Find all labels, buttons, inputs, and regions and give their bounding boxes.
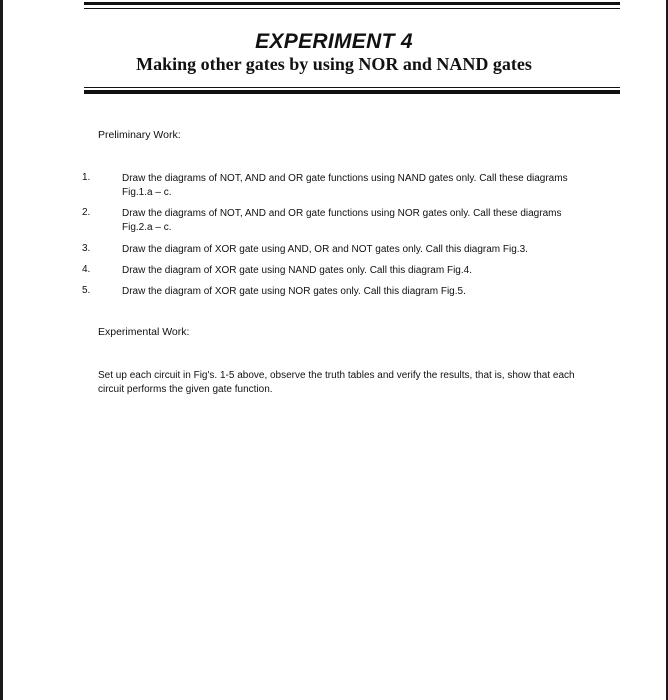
header-rule-thick bbox=[84, 90, 620, 94]
document-title: EXPERIMENT 4 bbox=[255, 30, 413, 53]
list-item-number: 1. bbox=[82, 172, 91, 183]
page-left-edge bbox=[0, 0, 3, 700]
header-rule-thin bbox=[84, 87, 620, 88]
experimental-heading: Experimental Work: bbox=[98, 326, 190, 338]
list-item-text: Draw the diagrams of NOT, AND and OR gate functions using NAND gates only. Call these diagrams Fig.1.a – c. bbox=[122, 173, 568, 198]
list-item-text: Draw the diagram of XOR gate using NOR gates only. Call this diagram Fig.5. bbox=[122, 286, 466, 297]
preliminary-heading: Preliminary Work: bbox=[98, 129, 181, 141]
list-item-number: 4. bbox=[82, 264, 91, 275]
list-item-text: Draw the diagrams of NOT, AND and OR gate functions using NOR gates only. Call these diagrams Fig.2.a – c. bbox=[122, 208, 562, 233]
list-item-number: 3. bbox=[82, 243, 91, 254]
top-rule-thin bbox=[84, 8, 620, 9]
list-item-number: 2. bbox=[82, 207, 91, 218]
document-subtitle: Making other gates by using NOR and NAND gates bbox=[136, 54, 532, 74]
list-item-number: 5. bbox=[82, 285, 91, 296]
list-item-text: Draw the diagram of XOR gate using AND, OR and NOT gates only. Call this diagram Fig.3. bbox=[122, 244, 528, 255]
list-item-text: Draw the diagram of XOR gate using NAND gates only. Call this diagram Fig.4. bbox=[122, 265, 472, 276]
top-rule bbox=[84, 2, 620, 5]
experimental-paragraph: Set up each circuit in Fig's. 1-5 above, observe the truth tables and verify the results, that is, show that each circuit performs the given gate function. bbox=[98, 370, 575, 395]
